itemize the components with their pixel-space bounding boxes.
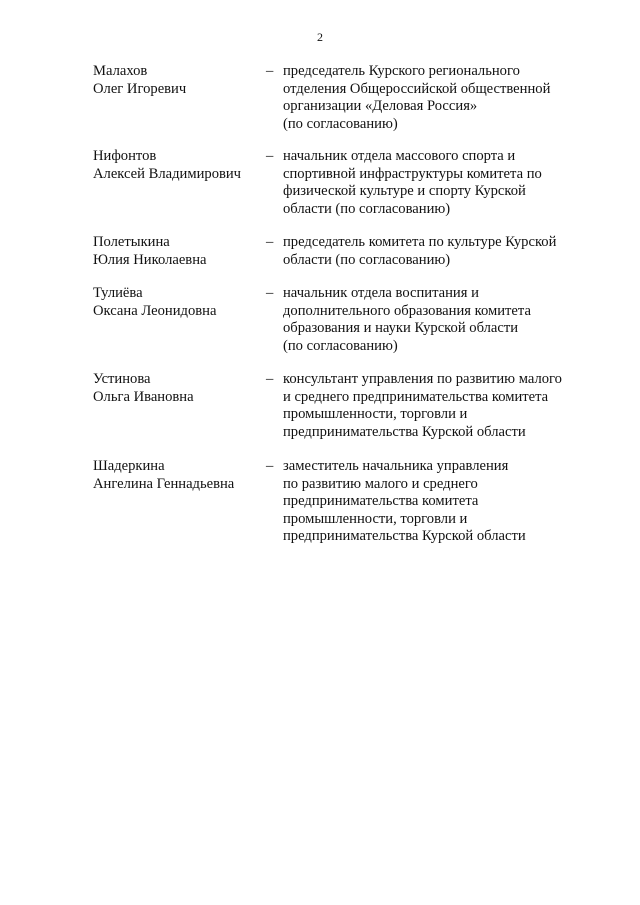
role-line: (по согласованию): [283, 337, 398, 354]
role-line: председатель Курского регионального: [283, 63, 520, 79]
member-name: [93, 458, 263, 493]
role-line: физической культуре и спорту Курской: [283, 183, 526, 199]
member-given-name: Оксана Леонидовна: [93, 302, 217, 319]
member-role: [283, 458, 583, 546]
member-given-name: Олег Игоревич: [93, 80, 187, 97]
role-line: консультант управления по развитию малого: [283, 371, 562, 387]
role-line: дополнительного образования комитета: [283, 302, 531, 319]
member-role: [283, 285, 583, 355]
member-given-name: Алексей Владимирович: [93, 165, 242, 182]
role-line: (по согласованию): [283, 115, 398, 132]
dash-separator: –: [266, 148, 274, 164]
member-surname: Шадеркина: [93, 458, 165, 474]
role-line: начальник отдела воспитания и: [283, 285, 479, 301]
member-name: [93, 148, 263, 183]
member-role: [283, 63, 583, 133]
member-role: [283, 371, 583, 441]
role-line: председатель комитета по культуре Курской: [283, 234, 557, 250]
member-role: [283, 234, 583, 269]
member-given-name: Ангелина Геннадьевна: [93, 475, 235, 492]
role-line: отделения Общероссийской общественной: [283, 80, 551, 97]
member-surname: Устинова: [93, 371, 151, 387]
role-line: предпринимательства комитета: [283, 493, 479, 509]
dash-separator: –: [266, 371, 274, 387]
role-line: заместитель начальника управления: [283, 458, 509, 474]
role-line: спортивной инфраструктуры комитета по: [283, 165, 542, 182]
member-name: [93, 63, 263, 98]
role-line: предпринимательства Курской области: [283, 528, 526, 544]
dash-separator: –: [266, 234, 274, 250]
member-surname: Малахов: [93, 63, 148, 79]
role-line: области (по согласованию): [283, 200, 451, 217]
dash-separator: –: [266, 285, 274, 301]
member-name: [93, 285, 263, 320]
member-given-name: Ольга Ивановна: [93, 388, 194, 405]
role-line: предпринимательства Курской области: [283, 423, 526, 440]
member-given-name: Юлия Николаевна: [93, 251, 207, 268]
role-line: промышленности, торговли и: [283, 406, 468, 422]
member-surname: Нифонтов: [93, 148, 157, 164]
member-name: [93, 371, 263, 406]
page-number: 2: [317, 30, 323, 44]
member-surname: Тулиёва: [93, 285, 143, 301]
member-role: [283, 148, 583, 218]
role-line: по развитию малого и среднего: [283, 475, 478, 492]
member-name: [93, 234, 263, 269]
dash-separator: –: [266, 458, 274, 474]
role-line: образования и науки Курской области: [283, 320, 519, 336]
dash-separator: –: [266, 63, 274, 79]
role-line: и среднего предпринимательства комитета: [283, 388, 549, 405]
role-line: промышленности, торговли и: [283, 510, 468, 527]
role-line: области (по согласованию): [283, 251, 451, 268]
role-line: организации «Деловая Россия»: [283, 98, 478, 114]
role-line: начальник отдела массового спорта и: [283, 148, 516, 164]
member-surname: Полетыкина: [93, 234, 170, 250]
